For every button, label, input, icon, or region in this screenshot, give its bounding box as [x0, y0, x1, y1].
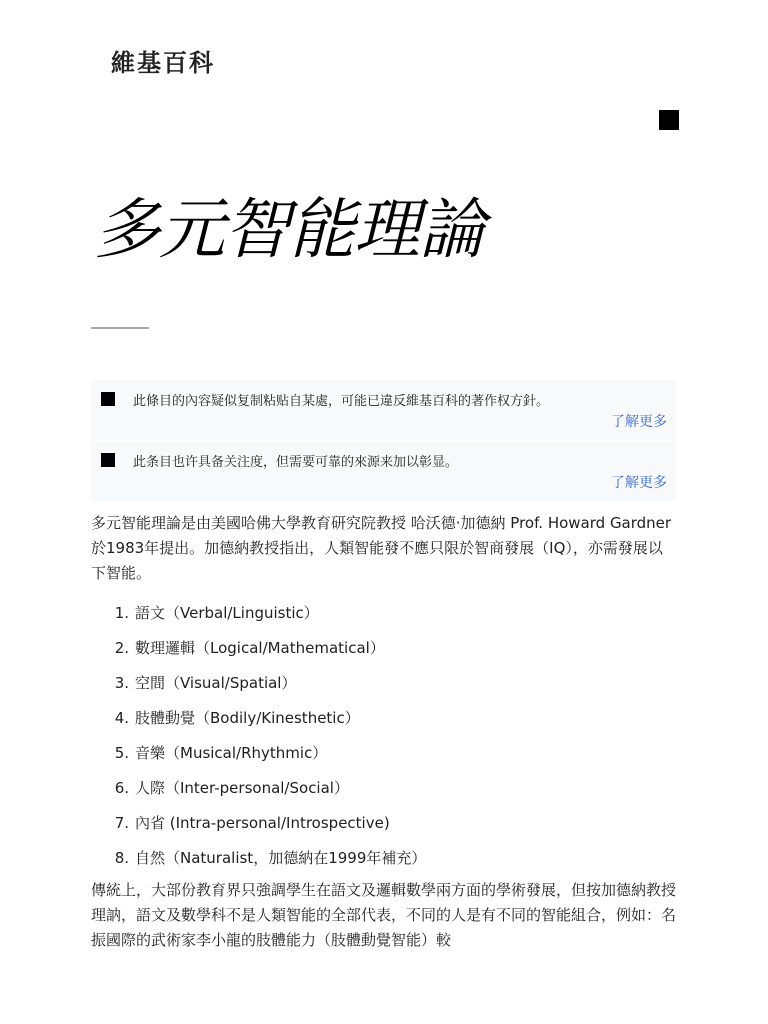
list-text: 空間（Visual/Spatial） [135, 674, 297, 692]
menu-icon[interactable] [659, 110, 679, 130]
list-item [91, 601, 676, 636]
notice-icon [101, 392, 115, 406]
learn-more-link[interactable]: 了解更多 [611, 414, 667, 430]
list-item [91, 741, 676, 776]
list-item [91, 706, 676, 741]
list-number: 6. [114, 779, 129, 797]
list-text: 肢體動覺（Bodily/Kinesthetic） [135, 709, 360, 727]
list-item [91, 846, 676, 881]
intro-paragraph: 多元智能理論是由美國哈佛大學教育研究院教授 哈沃德·加德納 Prof. Howard Gardner 於1983年提出。加德納教授指出，人類智能發不應只限於智商發展（IQ），亦需發展以下智能。 [91, 514, 672, 582]
page-title: 多元智能理論 [94, 191, 484, 268]
list-number: 8. [114, 849, 129, 867]
notice-text: 此条目也许具备关注度，但需要可靠的來源来加以彰显。 [133, 455, 459, 470]
list-number: 5. [114, 744, 129, 762]
title-divider [91, 327, 149, 329]
site-logo[interactable]: 維基百科 [111, 48, 215, 77]
list-item [91, 811, 676, 846]
list-number: 7. [114, 814, 129, 832]
list-item [91, 776, 676, 811]
intelligence-list [91, 601, 676, 881]
list-number: 2. [114, 639, 129, 657]
notice-icon [101, 453, 115, 467]
body-paragraph: 傳統上，大部份教育界只強調學生在語文及邏輯數學兩方面的學術發展，但按加德納教授理訥，語文及數學科不是人類智能的全部代表，不同的人是有不同的智能組合，例如：名振國際的武術家李小龍的肢體能力（肢體動覺智能）較 [91, 881, 677, 949]
list-item [91, 636, 676, 671]
list-text: 語文（Verbal/Linguistic） [135, 604, 319, 622]
notability-notice [91, 441, 676, 501]
list-number: 3. [114, 674, 129, 692]
notice-text: 此條目的內容疑似复制粘贴自某處，可能已違反維基百科的著作权方針。 [133, 394, 550, 409]
list-text: 人際（Inter-personal/Social） [135, 779, 349, 797]
list-text: 音樂（Musical/Rhythmic） [135, 744, 328, 762]
list-text: 數理邏輯（Logical/Mathematical） [135, 639, 385, 657]
copyvio-notice [91, 380, 676, 440]
list-text: 自然（Naturalist，加德納在1999年補充） [135, 849, 427, 867]
list-number: 1. [114, 604, 129, 622]
list-number: 4. [114, 709, 129, 727]
learn-more-link[interactable]: 了解更多 [611, 475, 667, 491]
list-text: 內省 (Intra-personal/Introspective) [135, 814, 390, 832]
list-item [91, 671, 676, 706]
